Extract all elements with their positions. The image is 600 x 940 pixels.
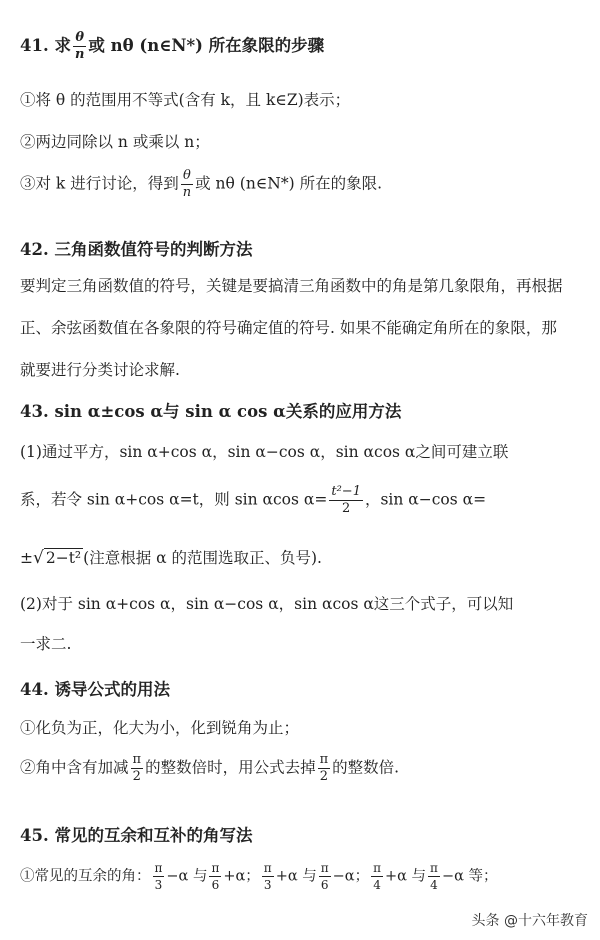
watermark bbox=[472, 910, 588, 930]
frac-den: 3 bbox=[263, 878, 272, 892]
frac-den: 2 bbox=[319, 769, 328, 784]
frac-num: π bbox=[373, 861, 381, 875]
line-text: −α 等； bbox=[441, 868, 498, 885]
title-text: 41. 求 bbox=[20, 36, 71, 55]
fraction-pi-over-6 bbox=[319, 860, 331, 893]
section-42-line1: 要判定三角函数值的符号，关键是要搞清三角函数中的角是第几象限角，再根据 bbox=[20, 277, 563, 295]
frac-num: π bbox=[154, 861, 163, 875]
plus-minus: ± bbox=[20, 549, 33, 567]
section-45-title: 45. 常见的互余和互补的角写法 bbox=[20, 826, 253, 845]
section-41-step1: ①将 θ 的范围用不等式(含有 k，且 k∈Z)表示； bbox=[20, 91, 351, 109]
section-42-line3: 就要进行分类讨论求解. bbox=[20, 361, 180, 379]
line-text: +α； bbox=[223, 868, 260, 885]
sqrt-expression: √ 2−t² bbox=[33, 548, 82, 568]
section-43-line2 bbox=[20, 484, 486, 517]
frac-num: θ bbox=[181, 168, 193, 185]
frac-num: π bbox=[430, 861, 438, 875]
section-44-title: 44. 诱导公式的用法 bbox=[20, 680, 170, 699]
frac-den: 2 bbox=[132, 769, 141, 784]
section-44-line1: ①化负为正，化大为小，化到锐角为止； bbox=[20, 719, 300, 737]
title-text: nθ (n∈N*) 所在象限的步骤 bbox=[110, 36, 325, 55]
frac-num: t²−1 bbox=[331, 484, 361, 499]
section-43-line5: 一求二. bbox=[20, 635, 72, 653]
watermark-text: 头条 @十六年教育 bbox=[471, 913, 588, 929]
frac-den: n bbox=[182, 185, 192, 200]
frac-num: π bbox=[132, 752, 142, 767]
title-text: 或 bbox=[88, 36, 105, 55]
fraction-theta-n bbox=[73, 30, 86, 63]
fraction-pi-over-4 bbox=[428, 860, 440, 893]
frac-num: θ bbox=[73, 30, 86, 47]
line-text: 的整数倍时，用公式去掉 bbox=[145, 758, 316, 777]
section-41-step3 bbox=[20, 168, 382, 201]
frac-num: π bbox=[211, 861, 220, 875]
fraction-pi-over-2 bbox=[131, 752, 144, 785]
frac-num: π bbox=[263, 861, 272, 875]
line-text: ②角中含有加减 bbox=[20, 758, 129, 777]
fraction-t2-1-over-2 bbox=[329, 484, 363, 517]
line-text: −α 与 bbox=[166, 868, 208, 885]
frac-den: 4 bbox=[430, 878, 438, 892]
step3-text: 或 nθ (n∈N*) 所在的象限. bbox=[195, 174, 383, 193]
section-43-line4: (2)对于 sin α+cos α，sin α−cos α，sin αcos α这三个式子，可以知 bbox=[20, 595, 514, 613]
line-text: ①常见的互余的角： bbox=[20, 868, 151, 885]
frac-den: 2 bbox=[342, 501, 351, 516]
line-text: 的整数倍. bbox=[332, 758, 400, 777]
line-text: (注意根据 α 的范围选取正、负号). bbox=[83, 549, 322, 567]
line-text: ，sin α−cos α= bbox=[364, 490, 487, 509]
section-42-title: 42. 三角函数值符号的判断方法 bbox=[20, 240, 253, 259]
line-text: +α 与 bbox=[275, 868, 317, 885]
step3-text: ③对 k 进行讨论，得到 bbox=[20, 174, 179, 193]
frac-den: n bbox=[74, 47, 85, 62]
section-44-line2 bbox=[20, 752, 399, 785]
line-text: +α 与 bbox=[384, 868, 427, 885]
section-41-step2: ②两边同除以 n 或乘以 n； bbox=[20, 133, 210, 151]
frac-num: π bbox=[319, 752, 329, 767]
line-text: −α； bbox=[332, 868, 370, 885]
frac-num: π bbox=[320, 861, 329, 875]
section-42-line2: 正、余弦函数值在各象限的符号确定值的符号. 如果不能确定角所在的象限，那 bbox=[20, 319, 557, 337]
section-41-title bbox=[20, 30, 324, 63]
frac-den: 6 bbox=[320, 878, 329, 892]
section-43-title: 43. sin α±cos α与 sin α cos α关系的应用方法 bbox=[20, 402, 402, 421]
fraction-pi-over-3 bbox=[153, 860, 165, 893]
section-43-line3 bbox=[20, 546, 322, 568]
fraction-pi-over-4 bbox=[371, 860, 383, 893]
line-text: 系，若令 sin α+cos α=t，则 sin αcos α= bbox=[20, 490, 328, 509]
fraction-pi-over-2 bbox=[318, 752, 331, 785]
fraction-theta-n bbox=[181, 168, 193, 201]
sqrt-radicand: 2−t² bbox=[45, 549, 82, 567]
frac-den: 6 bbox=[211, 878, 220, 892]
frac-den: 3 bbox=[154, 878, 163, 892]
section-43-line1: (1)通过平方，sin α+cos α，sin α−cos α，sin αcos α之间可建立联 bbox=[20, 443, 509, 461]
fraction-pi-over-3 bbox=[262, 860, 274, 893]
fraction-pi-over-6 bbox=[209, 860, 221, 893]
frac-den: 4 bbox=[373, 878, 381, 892]
section-45-line1 bbox=[20, 860, 498, 893]
